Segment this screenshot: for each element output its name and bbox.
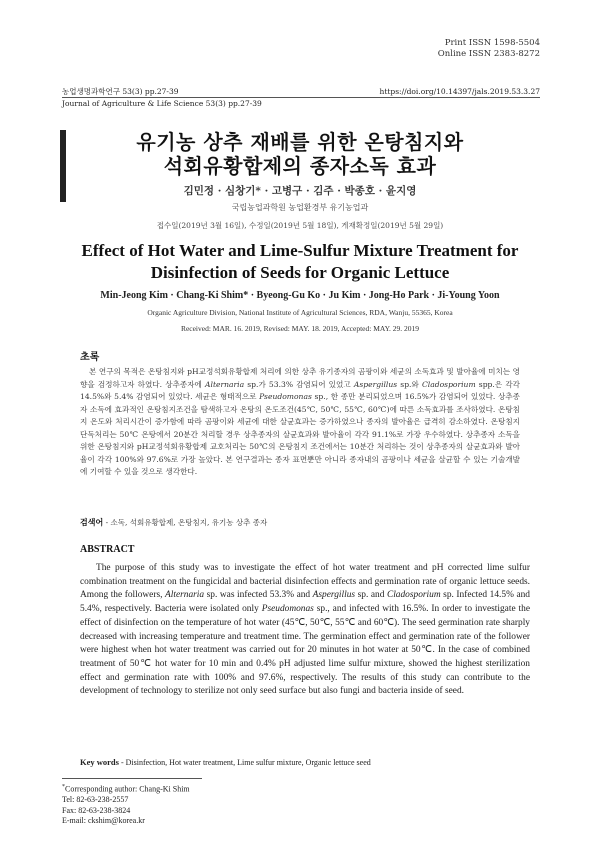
footnote-email[interactable]: E-mail: ckshim@korea.kr [62, 816, 145, 826]
issn-block [438, 38, 540, 60]
corresponding-author: Corresponding author: Chang-Ki Shim [65, 784, 190, 794]
affiliation-ko: 국립농업과학원 농업환경부 유기농업과 [231, 203, 369, 212]
journal-en: Journal of Agriculture & Life Science 53(3) pp.27-39 [62, 99, 262, 108]
print-issn: Print ISSN 1598-5504 [444, 38, 540, 48]
abstract-en-body: The purpose of this study was to investigate the effect of hot water treatment and pH corrected lime sulfur combination treatment on the fungicidal and bacterial disinfection effects and germination rate of organic lettuce seeds. Among the followers, Alternaria sp. was infected 53.3% and Aspergillus sp. and Cladosporium sp. Infected 14.5% and 5.4%, respectively. Bacteria were isolated only Pseudomonas sp., and infected with 16.5%. In order to investigate the effect of disinfection on the temperature of hot water (45℃, 50℃, 55℃ and 60℃). The seed germination rate sharply decreased with increasing temperature and treatment time. The germination effect and germination rate of the follower were highest when hot water treatment was carried out for 20 minutes in hot water at 50℃. In the case of combined treatment of 50℃ hot water for 10 min and 0.4% pH adjusted lime sulfur mixture, showed the highest sterilization effect and germination rate with 100% and 97.6%, respectively. The results of this study can contribute to the development of technology to sterilize not only seed surface but also fungi and bacteria inside of seed. [80, 563, 530, 697]
abstract-ko-body: 본 연구의 목적은 온탕침지와 pH교정석회유황합제 처리에 의한 상추 유기종자의 곰팡이와 세균의 소독효과 및 발아율에 미치는 영향을 검정하고자 하였다. 상추종자에 Alternaria sp.가 53.3% 감염되어 있었고 Aspergillus sp.와 Cladosporium spp.은 각각 14.5%와 5.4% 감염되어 있었다. 세균은 형태적으로 Pseudomonas sp., 한 종만 분리되었으며 16.5%가 감염되어 있었다. 상추종자 소독에 효과적인 온탕침지조건을 탐색하고자 온탕의 온도조건(45℃, 50℃, 55℃, 60℃)에 따른 소독효과를 조사하였다. 온탕침지 온도와 처리시간이 증가함에 따라 곰팡이와 세균에 대한 살균효과는 증가하였으나 종자의 발아율은 급격히 감소하였다. 온탕침지 단독처리는 50℃ 온탕에서 20분간 처리할 경우 상추종자의 살균효과와 발아율이 각각 91.1%로 가장 우수하였다. 상추종자 소독을 위한 온탕침지와 pH교정석회유황합제 교호처리는 50℃의 온탕침지 조건에서는 10분간 처리하는 것이 상추종자의 살균효과와 발아율이 각각 100%와 97.6%로 가장 높았다. 본 연구결과는 종자 표면뿐만 아니라 종자내의 곰팡이나 세균을 살균할 수 있는 기술개발에 기여할 수 있을 것으로 생각한다. [80, 367, 520, 476]
corresponding-footnote: *Corresponding author: Chang-Ki Shim Tel: 82-63-238-2557 Fax: 82-63-238-3824 E-mail: ckshim@korea.kr [62, 784, 190, 826]
doi-link[interactable]: https://doi.org/10.14397/jals.2019.53.3.27 [379, 87, 540, 96]
affiliation-en: Organic Agriculture Division, National Institute of Agricultural Sciences, RDA, Wanju, 55365, Korea [147, 308, 453, 317]
footnote-tel: Tel: 82-63-238-2557 [62, 795, 129, 805]
title-en-line2: Disinfection of Seeds for Organic Lettuce [150, 263, 450, 282]
header-divider [62, 97, 540, 98]
dates-en: Received: MAR. 16. 2019, Revised: MAY. 18. 2019, Accepted: MAY. 29. 2019 [180, 324, 420, 333]
title-en-line1: Effect of Hot Water and Lime-Sulfur Mixture Treatment for [81, 241, 519, 260]
abstract-en-heading: ABSTRACT [80, 544, 135, 555]
authors-ko: 김민정 · 심창기* · 고병구 · 김주 · 박종호 · 윤지영 [183, 185, 417, 197]
keywords-ko: 검색어 - 소독, 석회유황합제, 온탕침지, 유기농 상추 종자 [80, 517, 268, 527]
journal-ko: 농업생명과학연구 53(3) pp.27-39 [62, 87, 179, 96]
online-issn: Online ISSN 2383-8272 [437, 49, 540, 59]
footnote-fax: Fax: 82-63-238-3824 [62, 805, 131, 815]
abstract-ko-heading: 초록 [80, 352, 100, 363]
dates-ko: 접수일(2019년 3월 16일), 수정일(2019년 5월 18일), 게재확정일(2019년 5월 29일) [156, 221, 444, 230]
keywords-en: Key words - Disinfection, Hot water treatment, Lime sulfur mixture, Organic lettuce seed [80, 757, 371, 767]
authors-en: Min-Jeong Kim · Chang-Ki Shim* · Byeong-Gu Ko · Ju Kim · Jong-Ho Park · Ji-Young Yoon [100, 290, 500, 301]
title-ko-line2: 석회유황합제의 종자소독 효과 [163, 154, 437, 178]
title-ko-line1: 유기농 상추 재배를 위한 온탕침지와 [136, 130, 464, 154]
footnote-divider [62, 778, 202, 779]
